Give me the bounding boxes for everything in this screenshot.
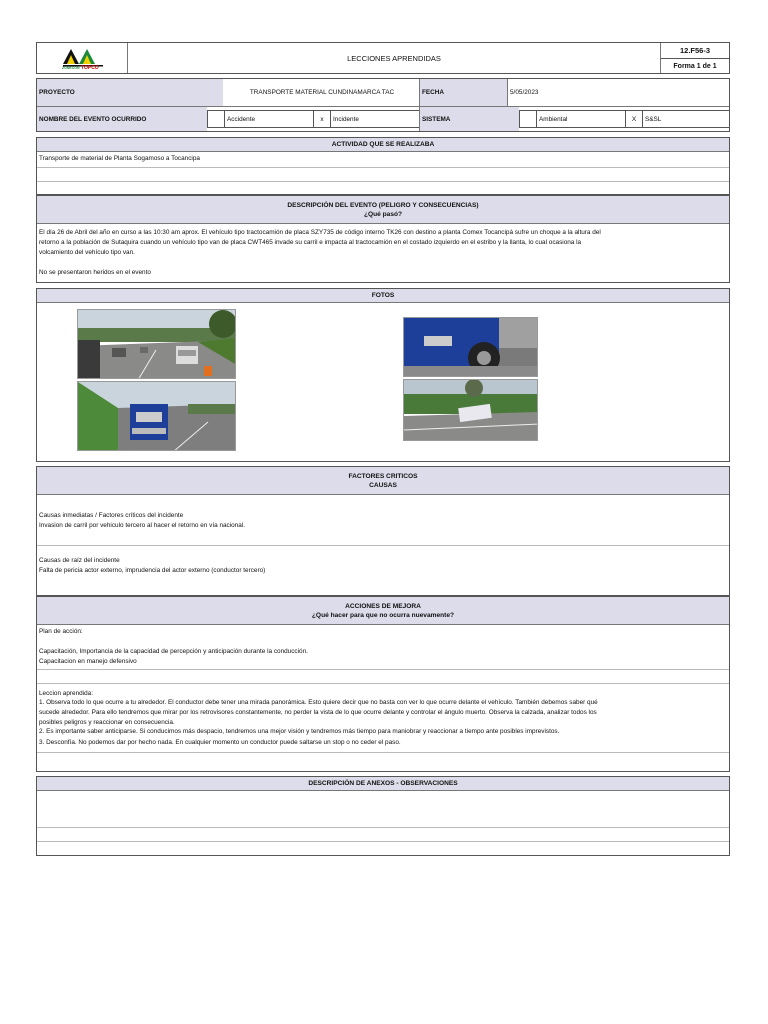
document-header [36,42,730,74]
leccion-line: sucede alrededor. Para ello tendremos que mirar por los retrovisores constantemente, no perder la vista de lo que ocurre delante y controlar el ángulo muerto. Observa la calzada, analizar todos los [39,709,597,716]
proyecto-label: PROYECTO [37,79,223,106]
factores-title: FACTORES CRITICOS [348,472,418,480]
causas-raiz-text: Falta de pericia actor externo, imprudencia del actor externo (conductor tercero) [39,567,266,574]
fotos-header-text: FOTOS [371,292,395,299]
plan-line: Capacitación, Importancia de la capacidad de percepción y anticipación durante la conducción. [39,648,308,655]
page-title: LECCIONES APRENDIDAS [347,53,441,63]
leccion-line: 3. Desconfía. No podemos dar por hecho nada. En cualquier momento un conductor puede saltarse un stop o no ceder el paso. [39,739,401,746]
plan-title: Plan de acción: [39,628,83,635]
accidente-checkbox[interactable] [207,110,225,128]
company-logo [61,46,105,72]
ssl-checkbox[interactable]: X [625,110,643,128]
acciones-section [36,596,730,772]
causas-inmediatas-title: Causas inmediatas / Factores críticos del incidente [39,512,184,519]
causas-raiz-title: Causas de raíz del incidente [39,557,120,564]
photo-accident-road [77,309,236,379]
form-code: 12.F56-3 [679,46,711,55]
descripcion-line: El día 26 de Abril del año en curso a las 10:30 am aprox. El vehículo tipo tractocamión de placa SZY735 de código interno TK26 con destino a planta Comex Tocancipá sufre un choque a la altura del [39,229,601,236]
anexos-section [36,776,730,856]
plan-line: Capacitacion en manejo defensivo [39,658,137,665]
factores-section [36,466,730,596]
anexos-header [37,777,729,791]
photo-truck-front [77,381,236,451]
descripcion-header [37,196,729,224]
logo-text: TOPCO [81,65,99,71]
leccion-line: posibles peligros y reaccionar en consecuencia. [39,719,175,726]
anexos-header-text: DESCRIPCIÓN DE ANEXOS - OBSERVACIONES [308,780,458,787]
ssl-label: S&SL [643,110,729,128]
descripcion-title: DESCRIPCIÓN DEL EVENTO (PELIGRO Y CONSECUENCIAS) [287,201,479,209]
leccion-line: 1. Observa todo lo que ocurre a tu alrededor. El conductor debe tener una mirada panorámica. Esto quiere decir que no basta con ver lo que ocurre delante el vehículo. También debemos saber qué [39,699,598,706]
photo-truck-damage [403,317,538,377]
logo-subtext: ZONECON [62,66,80,70]
acciones-title: ACCIONES DE MEJORA [345,602,421,610]
fotos-header [37,289,729,303]
factores-subtitle: CAUSAS [369,481,397,489]
sistema-label: SISTEMA [419,107,519,131]
actividad-text: Transporte de material de Planta Sogamoso a Tocancipa [39,155,200,162]
info-block [36,78,730,132]
incidente-label: Incidente [331,110,419,128]
ambiental-checkbox[interactable] [519,110,537,128]
accidente-label: Accidente [225,110,313,128]
fotos-section [36,288,730,462]
factores-header [37,467,729,495]
descripcion-subtitle: ¿Qué pasó? [363,210,403,218]
descripcion-section [36,195,730,283]
incidente-checkbox[interactable]: x [313,110,331,128]
descripcion-note: No se presentaron heridos en el evento [39,269,151,276]
leccion-line: 2. Es importante saber anticiparse. Si conducimos más despacio, tendremos una mejor visión y tendremos más tiempo para maniobrar y reaccionar a tiempo ante posibles imprevistos. [39,728,560,735]
photo-overturned-van [403,379,538,441]
actividad-header-text: ACTIVIDAD QUE SE REALIZABA [331,141,435,148]
acciones-header [37,597,729,625]
actividad-section [36,137,730,195]
actividad-header [37,138,729,152]
proyecto-value: TRANSPORTE MATERIAL CUNDINAMARCA TAC [249,89,395,96]
causas-inmediatas-text: Invasion de carril por vehiculo tercero al hacer el retorno en vía nacional. [39,522,246,529]
form-page: Forma 1 de 1 [673,62,717,70]
fecha-label: FECHA [419,79,507,106]
leccion-title: Leccion aprendida: [39,690,94,697]
descripcion-line: volcamiento del vehículo tipo van. [39,249,135,256]
evento-label: NOMBRE DEL EVENTO OCURRIDO [37,107,207,131]
descripcion-line: retorno a la población de Sutaquira cuando un vehículo tipo van de placa CWT465 invade su carril e impacta al tractocamión en el costado izquierdo en el estribo y la llanta, lo cual ocasiona la [39,239,582,246]
fecha-value: 5/05/2023 [507,79,729,106]
acciones-subtitle: ¿Qué hacer para que no ocurra nuevamente? [311,611,455,619]
ambiental-label: Ambiental [537,110,625,128]
